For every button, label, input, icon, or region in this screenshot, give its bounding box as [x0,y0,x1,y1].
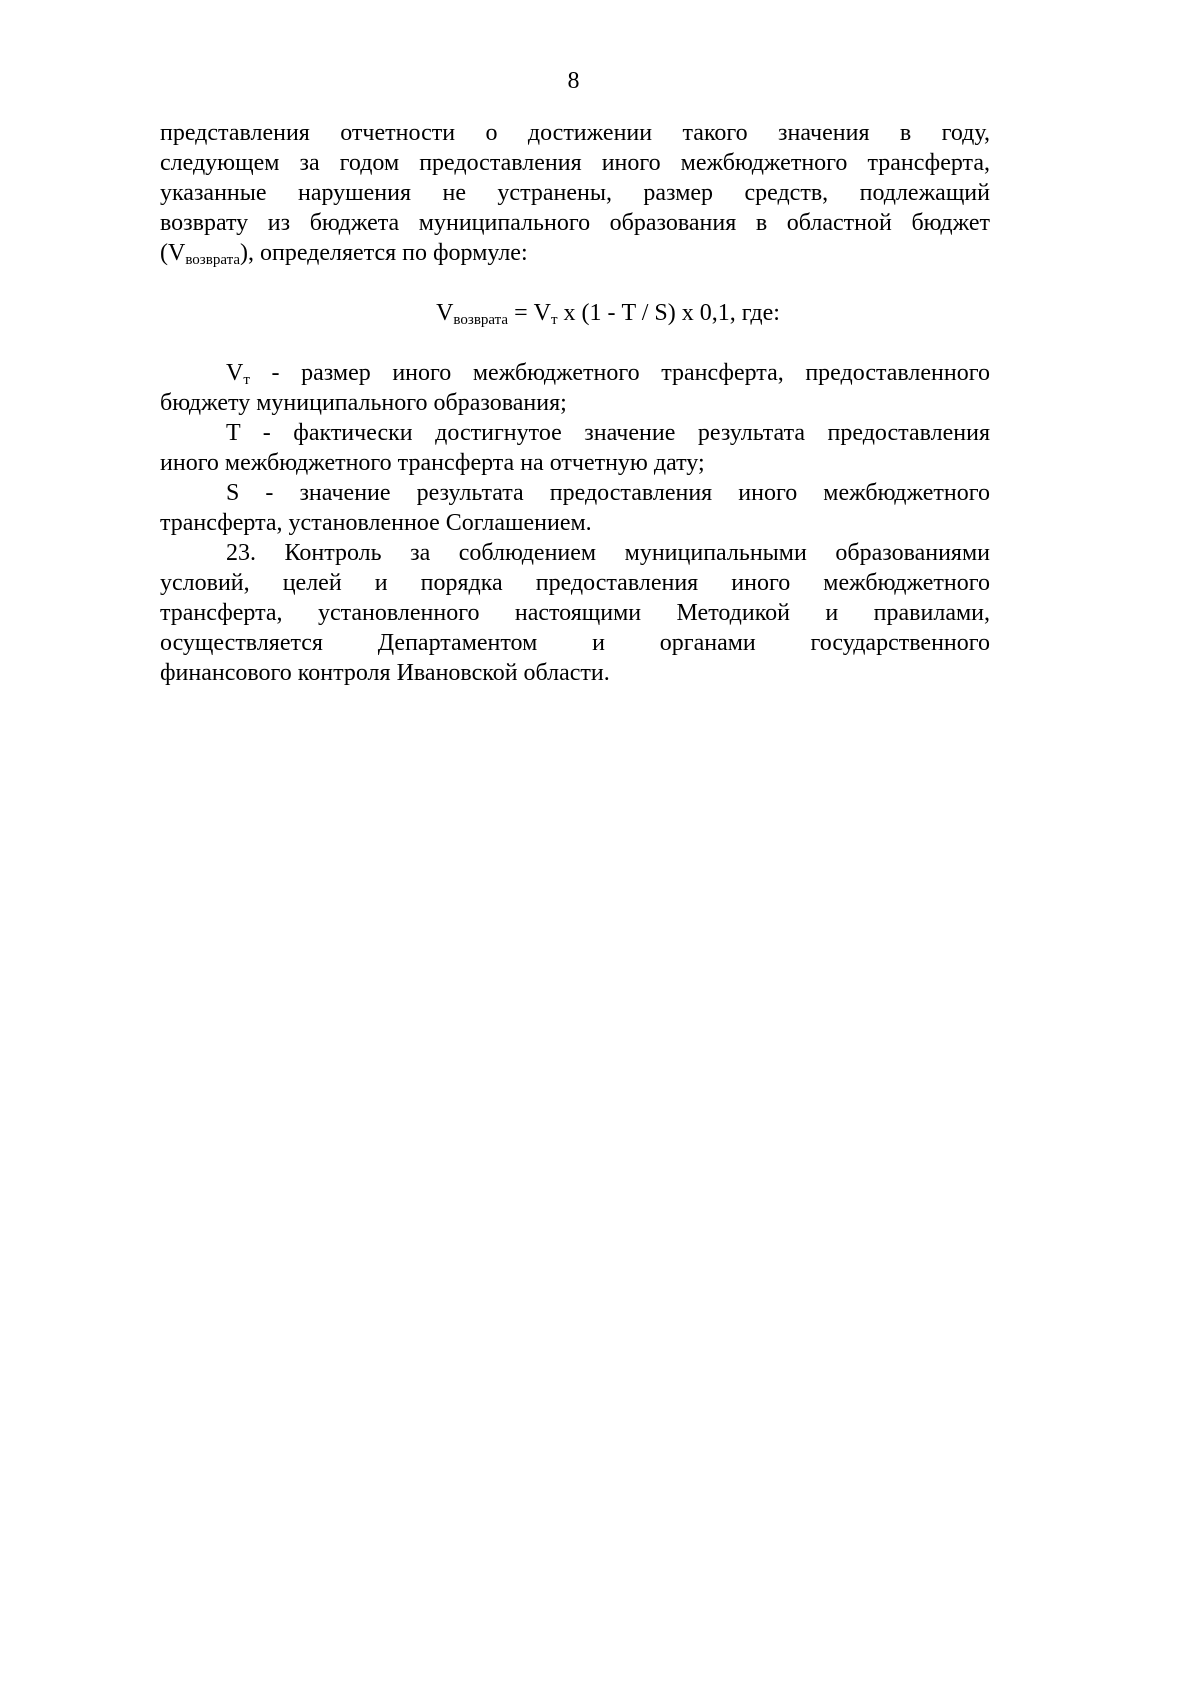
text-line: указанные нарушения не устранены, размер средств, подлежащий [160,180,990,206]
formula-part: V [436,300,454,326]
formula-part: х (1 - T / S) х 0,1, где: [557,300,780,326]
text-line: трансферта, установленного настоящими Методикой и правилами, [160,600,990,626]
text-line [160,358,990,388]
text-fragment: V [226,360,244,386]
text-line: 23. Контроль за соблюдением муниципальными образованиями [226,540,990,566]
text-line: представления отчетности о достижении такого значения в году, [160,120,990,146]
page-number: 8 [567,68,580,94]
text-fragment: ), определяется по формуле: [239,240,528,266]
text-line: S - значение результата предоставления иного межбюджетного [226,480,990,506]
text-fragment: (V [160,240,186,266]
subscript: т [550,312,558,328]
formula-part: = V [508,300,551,326]
formula [160,298,990,328]
text-line: финансового контроля Ивановской области. [160,660,610,686]
text-line: иного межбюджетного трансферта на отчетную дату; [160,450,705,476]
text-line: следующем за годом предоставления иного межбюджетного трансферта, [160,150,990,176]
text-line: условий, целей и порядка предоставления иного межбюджетного [160,570,990,596]
subscript: т [243,372,250,388]
text-line [160,238,990,268]
text-line: бюджету муниципального образования; [160,390,567,416]
subscript: возврата [185,252,240,268]
text-line: возврату из бюджета муниципального образования в областной бюджет [160,210,990,236]
text-fragment: - размер иного межбюджетного трансферта, предоставленного [249,360,990,386]
subscript: возврата [453,312,509,328]
document-body [160,118,990,688]
text-line: T - фактически достигнутое значение результата предоставления [226,420,990,446]
text-line: трансферта, установленное Соглашением. [160,510,592,536]
text-line: осуществляется Департаментом и органами государственного [160,630,990,656]
